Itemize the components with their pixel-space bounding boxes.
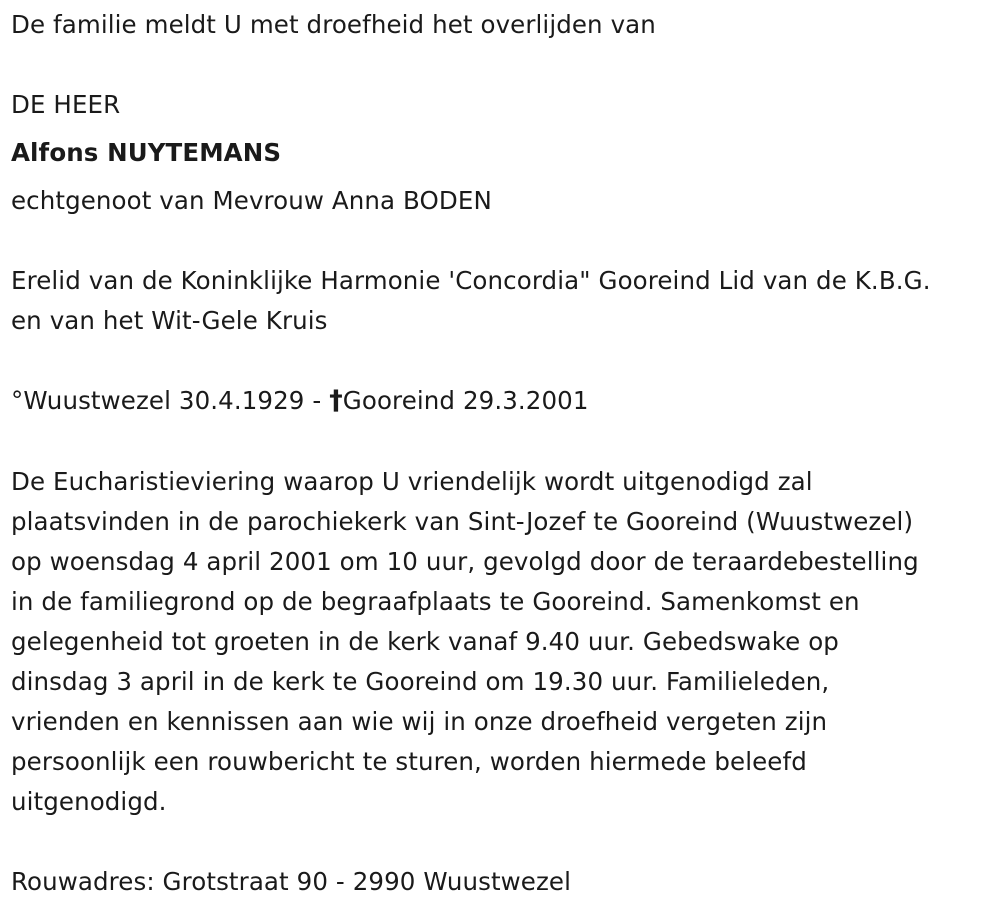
ceremony-line: persoonlijk een rouwbericht te sturen, worden hiermede beleefd xyxy=(11,747,807,776)
deceased-name: Alfons NUYTEMANS xyxy=(11,138,282,167)
ceremony-line: gelegenheid tot groeten in de kerk vanaf 9.40 uur. Gebedswake op xyxy=(11,627,839,656)
honorific-title: DE HEER xyxy=(11,90,121,119)
death-date: Gooreind 29.3.2001 xyxy=(342,386,589,415)
ceremony-line: vrienden en kennissen aan wie wij in onze droefheid vergeten zijn xyxy=(11,707,828,736)
honors-line-2: en van het Wit-Gele Kruis xyxy=(11,306,328,335)
spouse-line: echtgenoot van Mevrouw Anna BODEN xyxy=(11,186,492,215)
intro-text: De familie meldt U met droefheid het overlijden van xyxy=(11,10,656,39)
ceremony-line: in de familiegrond op de begraafplaats te Gooreind. Samenkomst en xyxy=(11,587,860,616)
ceremony-line: plaatsvinden in de parochiekerk van Sint-Jozef te Gooreind (Wuustwezel) xyxy=(11,507,914,536)
cross-icon: † xyxy=(329,385,343,416)
honors-line-1: Erelid van de Koninklijke Harmonie 'Concordia" Gooreind Lid van de K.B.G. xyxy=(11,266,931,295)
birth-date: Wuustwezel 30.4.1929 - xyxy=(23,386,330,415)
mourning-address: Rouwadres: Grotstraat 90 - 2990 Wuustwezel xyxy=(11,867,571,896)
ceremony-line: dinsdag 3 april in de kerk te Gooreind om 19.30 uur. Familieleden, xyxy=(11,667,830,696)
birth-symbol: ° xyxy=(11,386,24,415)
ceremony-line: op woensdag 4 april 2001 om 10 uur, gevolgd door de teraardebestelling xyxy=(11,547,919,576)
ceremony-line: De Eucharistieviering waarop U vriendelijk wordt uitgenodigd zal xyxy=(11,467,813,496)
ceremony-line: uitgenodigd. xyxy=(11,787,167,816)
life-dates xyxy=(11,386,589,416)
